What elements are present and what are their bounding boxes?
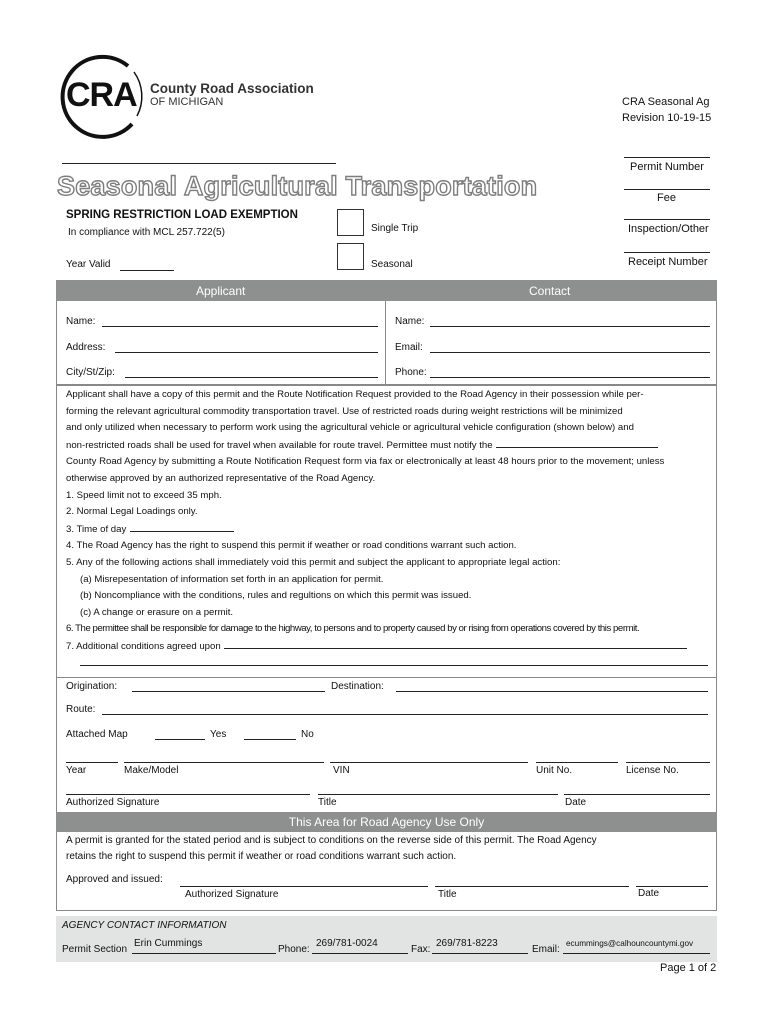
permit-number-label: Permit Number: [630, 161, 704, 173]
applicant-city-field[interactable]: [125, 377, 378, 378]
condition-subitem: (c) A change or erasure on a permit.: [80, 606, 234, 618]
receipt-line[interactable]: [624, 252, 710, 253]
single-trip-checkbox[interactable]: [337, 209, 364, 236]
contact-email-label: Email:: [395, 342, 423, 353]
title-rule: [62, 163, 336, 164]
condition-subitem: (b) Noncompliance with the conditions, rules and regultions on which this permit was issued.: [80, 590, 472, 602]
license-no-field[interactable]: [626, 762, 710, 763]
origination-label: Origination:: [66, 681, 118, 692]
applicant-header-label: Applicant: [196, 284, 246, 298]
make-model-label: Make/Model: [124, 765, 179, 776]
email-label: Email:: [532, 944, 560, 955]
conditions-text: [66, 387, 712, 656]
additional-conditions-label: 7. Additional conditions agreed upon: [66, 640, 221, 652]
phone-label: Phone:: [278, 944, 310, 955]
unit-no-label: Unit No.: [536, 765, 573, 776]
title-field[interactable]: [318, 794, 558, 795]
logo-mark: CRA: [66, 76, 137, 114]
fax-label: Fax:: [411, 944, 431, 955]
agency-signature-label: Authorized Signature: [185, 889, 279, 900]
notify-text: non-restricted roads shall be used for travel when available for route travel. Permittee must notify the: [66, 439, 493, 451]
applicant-name-label: Name:: [66, 316, 96, 327]
conditions-line: Applicant shall have a copy of this permit and the Route Notification Request provided to the Road Agency in their possession while per-: [66, 389, 644, 400]
destination-field[interactable]: [396, 691, 708, 692]
conditions-line: otherwise approved by an authorized representative of the Road Agency.: [66, 472, 376, 484]
destination-label: Destination:: [331, 681, 384, 692]
signature-label: Authorized Signature: [66, 797, 160, 808]
condition-subitem: (a) Misrepesentation of information set forth in an application for permit.: [80, 573, 384, 585]
agency-signature-field[interactable]: [180, 886, 428, 887]
page-number: Page 1 of 2: [660, 962, 717, 974]
map-no-field[interactable]: [244, 739, 296, 740]
route-field[interactable]: [102, 714, 708, 715]
origination-field[interactable]: [132, 691, 325, 692]
map-no-label: No: [301, 729, 314, 740]
signature-field[interactable]: [66, 794, 310, 795]
date-field[interactable]: [564, 794, 710, 795]
condition-item: 1. Speed limit not to exceed 35 mph.: [66, 489, 222, 501]
condition-item: 6. The permittee shall be responsible for damage to the highway, to persons and to property caused by or rising from operations covered by this permit.: [66, 623, 640, 635]
route-box: [56, 676, 717, 813]
unit-no-field[interactable]: [536, 762, 618, 763]
applicant-city-label: City/St/Zip:: [66, 367, 115, 378]
fax-field[interactable]: [432, 953, 528, 954]
year-valid-field[interactable]: [120, 270, 174, 271]
make-model-field[interactable]: [124, 762, 324, 763]
table-divider: [385, 301, 386, 385]
conditions-line: forming the relevant agricultural commodity transportation travel. Use of restricted roads during weight restrictions will be minimized: [66, 405, 623, 417]
vin-field[interactable]: [330, 762, 528, 763]
fee-line[interactable]: [624, 189, 710, 190]
cra-logo: [58, 52, 148, 140]
attached-map-label: Attached Map: [66, 729, 128, 740]
year-field[interactable]: [66, 762, 118, 763]
condition-item: [66, 521, 712, 539]
year-valid-label: Year Valid: [66, 259, 111, 270]
title-label: Title: [318, 797, 337, 808]
conditions-line: County Road Agency by submitting a Route Notification Request form via fax or electronically at least 48 hours prior to the movement; unless: [66, 456, 665, 468]
agency-title-label: Title: [438, 889, 457, 900]
conditions-line: and only utilized when necessary to perform work using the agricultural vehicle or agricultural vehicle configuration (shown below) and: [66, 422, 634, 434]
applicant-header: [56, 280, 717, 301]
single-trip-label: Single Trip: [371, 223, 419, 234]
phone-value: 269/781-0024: [316, 938, 378, 949]
applicant-address-label: Address:: [66, 342, 106, 353]
revision-line2: Revision 10-19-15: [622, 112, 712, 124]
agency-use-label: This Area for Road Agency Use Only: [288, 815, 485, 829]
agency-date-label: Date: [638, 888, 660, 899]
contact-name-field[interactable]: [430, 326, 710, 327]
inspection-line[interactable]: [624, 219, 710, 220]
contact-phone-field[interactable]: [430, 377, 710, 378]
condition-item: 2. Normal Legal Loadings only.: [66, 506, 198, 518]
email-field[interactable]: [563, 953, 710, 954]
time-of-day-label: 3. Time of day: [66, 523, 127, 535]
license-no-label: License No.: [626, 765, 679, 776]
map-yes-field[interactable]: [155, 739, 205, 740]
agency-title-field[interactable]: [435, 886, 629, 887]
additional-conditions-field-2[interactable]: [80, 665, 708, 666]
agency-text-1: A permit is granted for the stated period and is subject to conditions on the reverse side of this permit. The Road Agency: [66, 835, 597, 846]
inspection-label: Inspection/Other: [628, 223, 709, 235]
agency-text-2: retains the right to suspend this permit if weather or road conditions warrant such action.: [66, 851, 457, 862]
agency-contact-heading: AGENCY CONTACT INFORMATION: [62, 920, 227, 931]
subtitle: SPRING RESTRICTION LOAD EXEMPTION: [66, 209, 298, 221]
approved-label: Approved and issued:: [66, 874, 163, 885]
permit-section-label: Permit Section: [62, 944, 128, 955]
logo-name: County Road Association: [150, 81, 314, 96]
contact-email-field[interactable]: [430, 352, 710, 353]
permit-number-line[interactable]: [624, 157, 710, 158]
revision-line1: CRA Seasonal Ag: [622, 96, 710, 108]
contact-phone-label: Phone:: [395, 367, 427, 378]
contact-header-label: Contact: [529, 284, 571, 298]
applicant-table: [56, 301, 717, 386]
date-label: Date: [565, 797, 587, 808]
email-value: ecummings@calhouncountymi.gov: [566, 939, 694, 948]
additional-conditions-field[interactable]: [224, 638, 687, 649]
notify-agency-field[interactable]: [496, 437, 658, 448]
logo-subname: OF MICHIGAN: [150, 96, 224, 108]
applicant-address-field[interactable]: [115, 352, 378, 353]
permit-section-field[interactable]: [132, 953, 276, 954]
phone-field[interactable]: [312, 953, 408, 954]
condition-item: 4. The Road Agency has the right to suspend this permit if weather or road conditions warrant such action.: [66, 540, 517, 552]
map-yes-label: Yes: [210, 729, 227, 740]
contact-name-label: Name:: [395, 316, 425, 327]
seasonal-label: Seasonal: [371, 259, 413, 270]
route-label: Route:: [66, 704, 96, 715]
applicant-name-field[interactable]: [102, 326, 378, 327]
fax-value: 269/781-8223: [436, 938, 498, 949]
page-title: Seasonal Agricultural Transportation: [57, 171, 538, 201]
time-of-day-field[interactable]: [130, 521, 234, 532]
permit-section-value: Erin Cummings: [134, 938, 203, 949]
receipt-label: Receipt Number: [628, 256, 708, 268]
fee-label: Fee: [657, 192, 676, 204]
conditions-line: [66, 437, 712, 455]
condition-item: 5. Any of the following actions shall immediately void this permit and subject the applicant to appropriate legal action:: [66, 556, 561, 568]
year-label: Year: [66, 765, 87, 776]
seasonal-checkbox[interactable]: [337, 243, 364, 270]
agency-use-header: [56, 812, 717, 832]
compliance-text: In compliance with MCL 257.722(5): [68, 227, 225, 238]
condition-item: [66, 638, 712, 656]
vin-label: VIN: [333, 765, 350, 776]
agency-date-field[interactable]: [636, 886, 708, 887]
